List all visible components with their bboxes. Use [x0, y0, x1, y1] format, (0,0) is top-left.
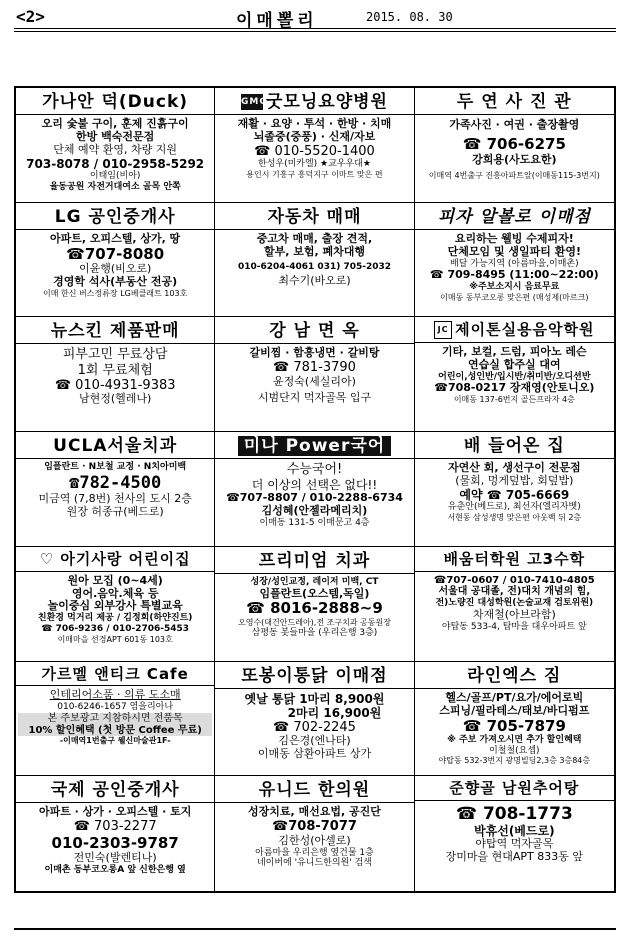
ad-line: 아파트, 오피스텔, 상가, 땅 — [50, 231, 181, 245]
ad-phone: ☎ 709-8495 (11:00~22:00) — [429, 268, 599, 282]
ad-line: 스피닝/필라테스/태보/바디펌프 — [439, 703, 590, 717]
ad-title: 뉴스킨 제품판매 — [16, 318, 214, 344]
ad-line: 임플란트(오스템,독일) — [259, 586, 370, 600]
ad-line: 자연산 회, 생선구이 전문점 — [448, 461, 581, 475]
ad-title: 라인엑스 짐 — [415, 663, 614, 689]
ad-baeumteo-academy — [415, 547, 614, 662]
ad-junhyanggol-chueotang — [415, 776, 614, 891]
ad-line: 갈비찜 · 함흥냉면 · 갈비탕 — [249, 346, 380, 360]
ad-line: 요리하는 웰빙 수제피자! — [454, 231, 574, 245]
ad-line: 옛날 통닭 1마리 8,900원 — [244, 691, 385, 706]
ad-line: 한방 백숙전문점 — [76, 130, 155, 144]
ad-title: 국제 공인중개사 — [16, 777, 214, 803]
ad-line: ※주보소지시 음료무료 — [469, 282, 560, 293]
ad-bae-deureoon-jip — [415, 432, 614, 547]
ad-title: 준향골 남원추어탕 — [415, 777, 614, 801]
ad-pizza-alvolo — [415, 203, 614, 318]
ad-phone: ☎707-8080 — [66, 244, 165, 263]
footer-rule — [14, 928, 616, 930]
ad-phone: ☎ 708-1773 — [455, 803, 573, 824]
ad-line: 오리 숯불 구이, 훈제 진흙구이 — [41, 117, 189, 131]
ad-phone: ☎ 010-4931-9383 — [54, 378, 176, 394]
ad-contact-name: 강희용(사도요한) — [472, 152, 557, 166]
ad-line: 영어.음악.체육 등 — [71, 586, 159, 600]
header-rule — [14, 28, 616, 29]
publication-title: 이매뽈리 — [236, 11, 318, 31]
ad-line: 놀이중심 외부강사 특별교육 — [47, 599, 183, 613]
ad-line: 경영학 석사(부동산 전공) — [53, 275, 178, 289]
ad-address: 야탑동 532-3번지 광명빌딩2,3층 3층84층 — [438, 756, 591, 766]
ad-address: 이매마을 선경APT 601동 103호 — [57, 634, 173, 644]
ad-line: 수능국어! — [286, 462, 343, 478]
ad-contact-name: 전민숙(발렌티나) — [73, 851, 157, 865]
ad-phone: ☎707-0607 / 010-7410-4805 — [433, 574, 595, 586]
ad-grid — [14, 86, 616, 893]
ad-goodmorning-hospital — [215, 88, 414, 203]
ad-power-korean — [215, 432, 414, 547]
ad-address: 서현동 삼성생명 맞은편 아웃백 뒤 2층 — [447, 512, 582, 522]
ad-line: 서울대 공대졸, 전)대치 개념의 힘, — [438, 586, 591, 598]
ad-duyeon-photo — [415, 88, 614, 203]
ad-title: 자동차 매매 — [215, 204, 413, 230]
ad-line: 중고차 매매, 출장 견적, — [256, 231, 373, 245]
ad-contact-name: 유춘안(베드로), 최선자(엘리자벳) — [447, 502, 581, 513]
hospital-logo-icon: GMG — [241, 94, 263, 110]
music-academy-logo-icon: JC — [434, 321, 452, 339]
academy-logo-icon: 미나 — [243, 436, 279, 457]
ad-jton-music — [415, 317, 614, 432]
ad-contact-name: 박휴선(베드로) — [474, 824, 555, 839]
ad-contact-name: 차재철(아브라함) — [472, 607, 556, 621]
ad-contact-name: 윤정숙(세실리아) — [273, 374, 356, 388]
ad-phone: 010-6204-4061 031) 705-2032 — [237, 261, 392, 272]
ad-phone: ☎ 705-7879 — [462, 716, 566, 735]
ad-phone: ☎ 702-2245 — [273, 719, 356, 735]
ad-address: 용인시 기흥구 흥덕지구 이마트 맞은 편 — [246, 169, 383, 179]
ad-address: 이매동 137-6번지 골든프라자 4층 — [453, 395, 575, 405]
ad-address: 삼평동 봇들마을 (우리은행 3층) — [251, 627, 378, 638]
ad-line: 2마리 16,900원 — [287, 705, 382, 720]
ad-phone: ☎ 703-2277 — [73, 819, 157, 835]
ad-title: 두 연 사 진 관 — [415, 89, 614, 115]
ad-gangnam-myeonok — [215, 317, 414, 432]
ad-line: (물회, 멍게덮밥, 회덮밥) — [455, 474, 574, 488]
ad-address: 율동공원 자전거대여소 골목 안쪽 — [49, 181, 181, 192]
ad-title: 또봉이통닭 이매점 — [215, 663, 413, 689]
ad-address: 미금역 (7,8번) 천사의 도시 2층 — [38, 491, 192, 505]
ad-duck-restaurant — [16, 88, 215, 203]
ad-title: UCLA서울치과 — [16, 433, 214, 459]
ad-phone: 010-6246-1657 염을리아나 — [57, 702, 174, 713]
ad-line: 아파트 · 상가 · 오피스텔 · 토지 — [38, 805, 192, 819]
ad-line: 헬스/골프/PT/요가/에어로빅 — [445, 690, 584, 704]
ad-line: 가족사진 · 여권 · 출장촬영 — [449, 118, 580, 132]
ad-agisarang-daycare — [16, 547, 215, 662]
ad-line: 10% 할인혜택 (첫 방문 Coffee 무료) — [18, 725, 212, 737]
ad-address: 야탑역 먹자골목 — [475, 837, 554, 851]
ad-address: 아름마을 우리은행 옆건물 1층 — [255, 847, 374, 858]
ad-line: 할부, 보험, 폐차대행 — [263, 244, 365, 258]
ad-carmel-antique-cafe — [16, 662, 215, 777]
ad-address: 야탑동 533-4, 탑마을 대우아파트 앞 — [441, 621, 587, 632]
ad-title: 제이톤실용음악학원 — [455, 320, 595, 339]
ad-title: ♡ 아기사랑 어린이집 — [16, 548, 214, 572]
ad-line: 어린이,성인반/입시반/취미반/오디션반 — [438, 371, 591, 382]
ad-line: 더 이상의 선택은 없다!! — [251, 477, 378, 492]
page-number: <2> — [16, 7, 45, 26]
ad-line: 연습실 합주실 대여 — [467, 357, 561, 371]
ad-address: 이매동 131-5 이매문고 4층 — [259, 517, 370, 528]
ad-line: 1회 무료체험 — [77, 362, 153, 378]
ad-contact-name: 남현정(헬레나) — [78, 392, 152, 406]
ad-line: 전)노량진 대성학원(논술교재 검토위원) — [435, 598, 594, 609]
ad-title: 가나안 덕(Duck) — [16, 89, 214, 115]
ad-title: 배 들어온 집 — [415, 433, 614, 459]
ad-line: 성장치료, 매선요법, 공진단 — [248, 805, 381, 819]
ad-phone: ☎707-8807 / 010-2288-6734 — [226, 490, 403, 504]
ad-line: 단체 예약 환영, 차량 지원 — [53, 142, 178, 156]
ad-line: 피부고민 무료상담 — [62, 347, 168, 363]
ad-contact-name: 원장 허종규(베드로) — [66, 504, 164, 518]
ad-title: 피자 알볼로 이매점 — [415, 204, 614, 230]
ad-unid-clinic — [215, 776, 414, 891]
ad-phone: ☎ 781-3790 — [273, 360, 356, 376]
ad-title: LG 공인중개사 — [16, 204, 214, 230]
ad-nuskin — [16, 317, 215, 432]
ad-address: 이매동 삼환아파트 상가 — [257, 747, 372, 761]
ad-contact-name: 이윤행(비오로) — [78, 262, 152, 276]
ad-phone: ☎ 8016-2888~9 — [246, 599, 383, 618]
ad-phone: ☎ 010-5520-1400 — [254, 143, 375, 159]
ad-linex-gym — [415, 662, 614, 777]
ad-title: 강 남 면 옥 — [215, 318, 413, 344]
ad-address: 이매 한신 버스정류장 LG베클래트 103호 — [43, 289, 188, 299]
ad-line: 배달 가능지역 (아름마을,이매촌) — [450, 258, 579, 269]
ad-phone: ☎782-4500 — [69, 472, 162, 493]
ad-contact-name: 이철철(요셉) — [489, 745, 540, 756]
ad-phone: ☎708-0217 장재영(안토니오) — [434, 381, 595, 395]
ad-contact-name: 김한성(아셀로) — [278, 833, 351, 847]
ad-line: 임플란트 · N보철 교정 · N치아미백 — [44, 462, 187, 473]
ad-line: 단체모임 및 생일파티 환영! — [447, 244, 582, 258]
ad-phone: ☎708-7077 — [272, 819, 357, 835]
ad-line: 뇌졸중(중풍) · 신재/자보 — [253, 130, 376, 144]
ad-phone: ☎ 706-9236 / 010-2706-5453 — [41, 624, 190, 635]
ad-address: 이매촌 동부코오롱A 앞 신한은행 옆 — [44, 865, 186, 876]
ad-title: Power국어 — [285, 436, 386, 457]
ad-line: 원아 모집 (0~4세) — [67, 573, 163, 587]
ad-contact-name: 오영수(대건안드레아),전 조구치과 공동원장 — [238, 618, 391, 628]
ad-title: 굿모닝요양병원 — [266, 92, 388, 112]
ad-lg-realty — [16, 203, 215, 318]
ad-phone: ☎ 706-6275 — [462, 135, 566, 154]
ad-ttobongi-chicken — [215, 662, 414, 777]
ad-phone-mobile: 010-2303-9787 — [51, 833, 179, 852]
ad-line: ※ 주보 가져오시면 추가 할인혜택 — [447, 735, 582, 746]
ad-address: 시범단지 먹자골목 입구 — [257, 390, 372, 404]
ad-phone: 703-8078 / 010-2958-5292 — [26, 156, 205, 171]
ad-premium-dental — [215, 547, 414, 662]
ad-title: 프리미엄 치과 — [215, 548, 413, 574]
ad-address-2: 장미마을 현대APT 833동 앞 — [445, 850, 583, 864]
ad-line: 인테리어소품 · 의류 도소매 — [49, 688, 181, 702]
ad-contact-name: 김성혜(안젤라메리치) — [261, 503, 368, 517]
ad-car-dealer — [215, 203, 414, 318]
ad-title: 가르멜 앤티크 Cafe — [16, 663, 214, 687]
ad-phone: 예약 ☎ 705-6669 — [459, 488, 570, 503]
ad-line: 재활 · 요양 · 투석 · 한방 · 치매 — [237, 117, 392, 131]
ad-contact-name: 한성우(미카엘) ★교우우대★ — [258, 159, 371, 170]
header-rule-2 — [14, 31, 616, 32]
issue-date: 2015. 08. 30 — [366, 10, 453, 24]
ad-gukje-realty — [16, 776, 215, 891]
ad-contact-name: 친환경 먹거리 제공 / 김정희(하얀진트) — [37, 613, 193, 624]
ad-contact-name: 최수기(바오로) — [278, 274, 351, 288]
ad-contact-name: 김은경(엔나타) — [278, 734, 351, 748]
ad-line: 네이버에 '유니드한의원' 검색 — [256, 858, 372, 869]
ad-contact-name: 이태임(비아) — [89, 171, 141, 182]
ad-title: 유니드 한의원 — [215, 777, 413, 803]
ad-ucla-dental — [16, 432, 215, 547]
page-header — [14, 6, 616, 31]
ad-line: 본 주보광고 지참하시면 전품목 — [18, 713, 212, 725]
ad-line: 기타, 보컬, 드럼, 피아노 레슨 — [441, 344, 587, 358]
ad-address: 이매동 동부코오롱 맞은편 (매성제(마르크) — [440, 292, 589, 302]
ad-address: -이매역1번출구 웰신마술관1F- — [59, 736, 171, 746]
ad-line: 성장/성인교정, 레이저 미백, CT — [250, 576, 379, 587]
ad-address: 이매역 4번출구 진흥아파트앞(이매동115-3번지) — [428, 170, 600, 180]
ad-title: 배움터학원 고3수학 — [415, 548, 614, 572]
